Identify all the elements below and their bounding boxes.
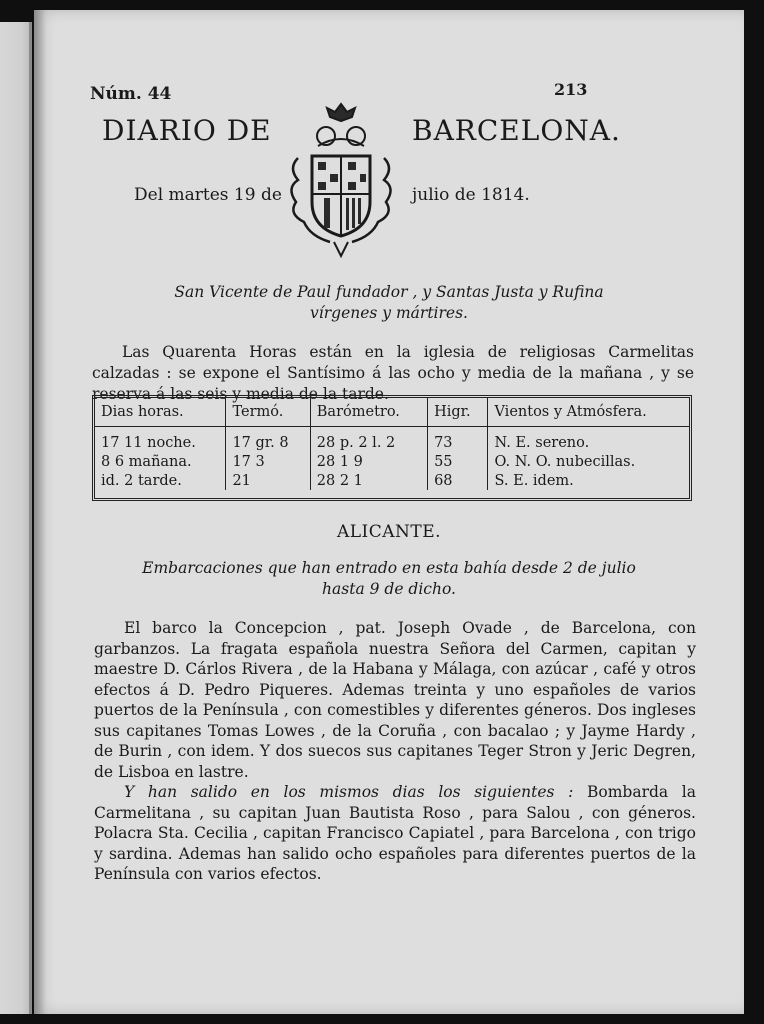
departures-text: Bombarda la Carmelitana , su capitan Juan Bautista Roso , para Salou , con géneros. Polacra Sta. Cecilia , capitan Francisco Capiatel , para Barcelona , con trigo y sardina. Ademas han salido ocho españoles para diferentes puertos de la Península con varios efectos.	[94, 783, 696, 883]
date-line-right: julio de 1814.	[412, 185, 530, 205]
table-cell: 68	[428, 471, 488, 490]
masthead-title-right: BARCELONA.	[412, 114, 621, 147]
table-cell: S. E. idem.	[494, 472, 574, 489]
col-days-hours: Dias horas.	[95, 398, 226, 427]
departures-paragraph	[94, 782, 696, 885]
date-line-left: Del martes 19 de	[134, 185, 282, 205]
table-cell: O. N. O. nubecillas.	[494, 453, 636, 470]
table-row	[95, 427, 689, 453]
table-cell: N. E. sereno.	[494, 434, 590, 451]
table-cell: 17 3	[226, 452, 310, 471]
forty-hours-text: Las Quarenta Horas están en la iglesia de religiosas Carmelitas calzadas : se expone el Santísimo á las ocho y media de la mañana , y se reserva á las seis y media de la tarde.	[92, 343, 694, 403]
col-barometer: Barómetro.	[310, 398, 427, 427]
subheading-line-1: Embarcaciones que han entrado en esta bahía desde 2 de julio	[142, 559, 636, 577]
table-cell: 21	[226, 471, 310, 490]
arrivals-paragraph: El barco la Concepcion , pat. Joseph Ovade , de Barcelona, con garbanzos. La fragata española nuestra Señora del Carmen, capitan y maestre D. Cárlos Rivera , de la Habana y Málaga, con azúcar , café y otros efectos á D. Pedro Piqueres. Ademas treinta y uno españoles de varios puertos de la Península , con comestibles y diferentes géneros. Dos ingleses sus capitanes Tomas Lowes , de la Coruña , con bacalao ; y Jayme Hardy , de Burin , con idem. Y dos suecos sus capitanes Teger Stron y Jeric Degren, de Lisboa en lastre.	[94, 619, 696, 781]
previous-page-edge	[0, 22, 32, 1014]
table-cell: 28 p. 2 l. 2	[310, 427, 427, 453]
col-hygrometer: Higr.	[428, 398, 488, 427]
table-cell: 28 1 9	[310, 452, 427, 471]
subheading-line-2: hasta 9 de dicho.	[322, 580, 456, 598]
table-cell: 28 2 1	[310, 471, 427, 490]
col-winds: Vientos y Atmósfera.	[488, 398, 689, 427]
article-body	[94, 618, 696, 885]
coat-of-arms-icon	[282, 98, 400, 266]
table-cell: 17 gr. 8	[226, 427, 310, 453]
masthead-title-left: DIARIO DE	[102, 114, 272, 147]
newspaper-page	[34, 10, 744, 1014]
table-row	[95, 471, 689, 490]
saints-line-1: San Vicente de Paul fundador , y Santas Justa y Rufina	[174, 283, 604, 301]
section-subheading	[34, 558, 744, 600]
table-cell: 8 6 mañana.	[95, 452, 226, 471]
saints-line-2: vírgenes y mártires.	[310, 304, 468, 322]
page-fold-shadow	[34, 10, 46, 1014]
section-heading: ALICANTE.	[336, 522, 442, 542]
saints-of-the-day	[34, 282, 744, 324]
weather-table-header	[95, 398, 689, 427]
departures-intro: Y han salido en los mismos dias los siguientes :	[124, 783, 574, 801]
issue-number: Núm. 44	[90, 84, 172, 104]
col-thermometer: Termó.	[226, 398, 310, 427]
table-cell: 17 11 noche.	[95, 427, 226, 453]
table-cell: id. 2 tarde.	[95, 471, 226, 490]
page-number: 213	[554, 80, 588, 99]
table-cell: 73	[428, 427, 488, 453]
weather-table	[92, 395, 692, 501]
table-cell: 55	[428, 452, 488, 471]
table-row	[95, 452, 689, 471]
